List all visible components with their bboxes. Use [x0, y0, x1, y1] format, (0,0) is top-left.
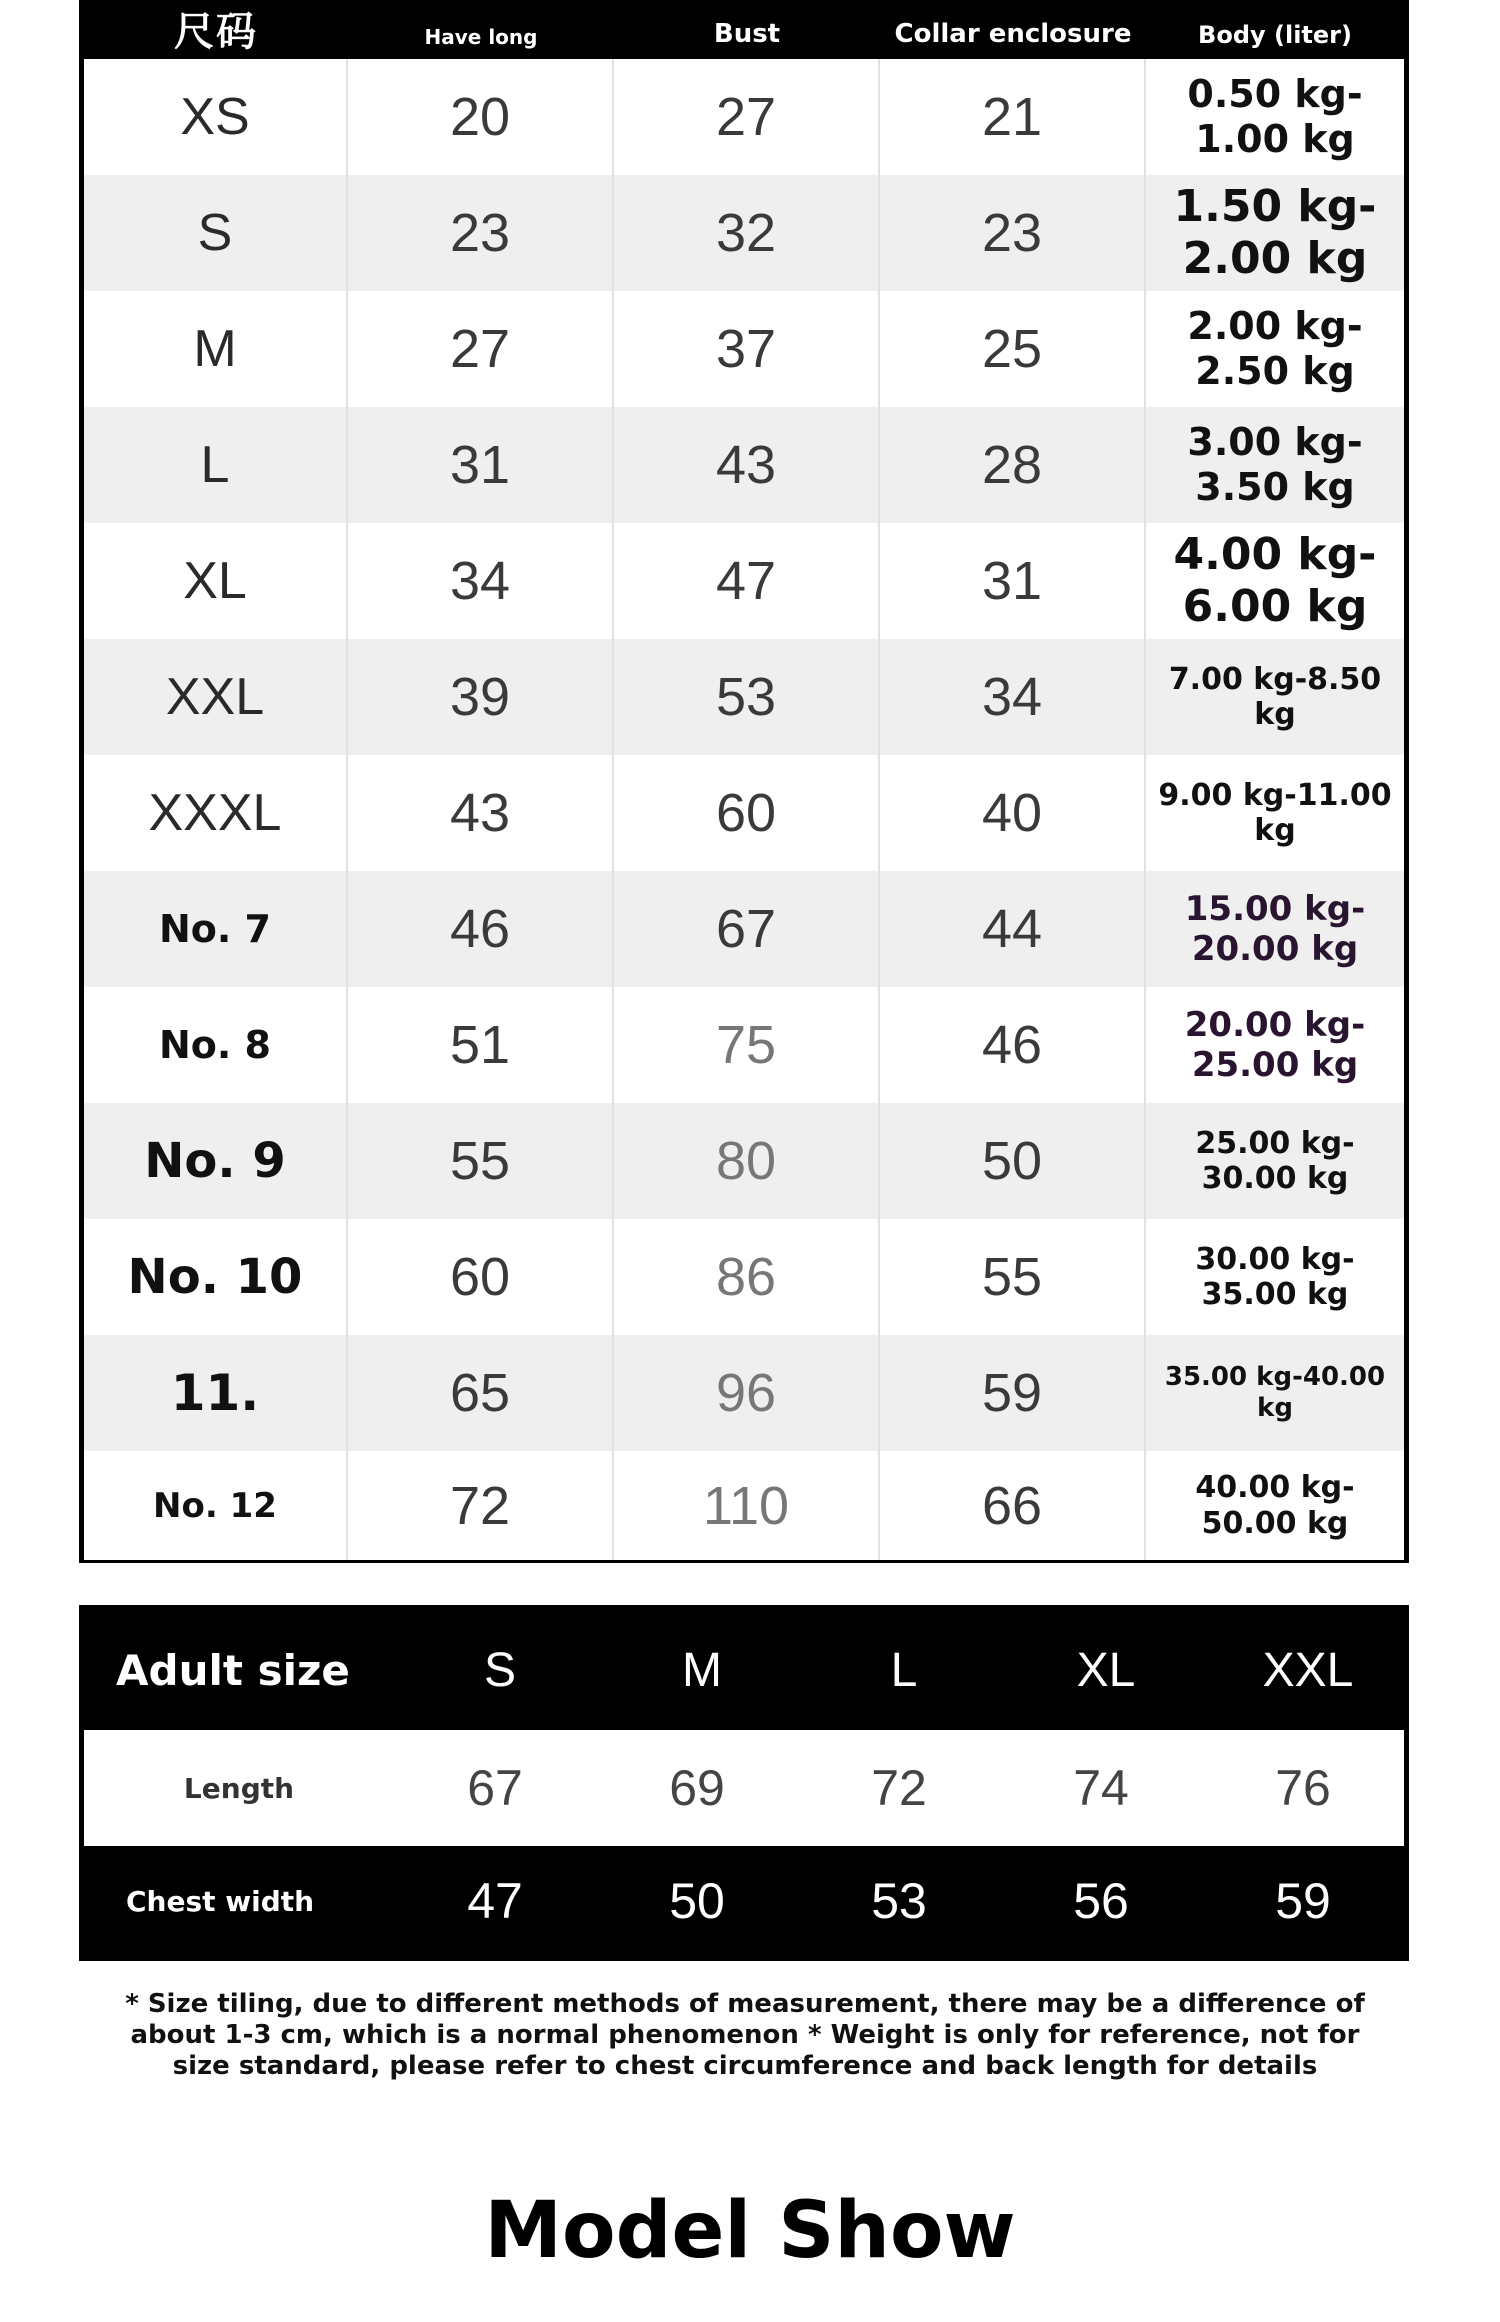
adult-chest-row — [84, 1846, 1404, 1956]
size-cell: No. 8 — [84, 987, 348, 1103]
collar-cell: 21 — [880, 59, 1146, 175]
weight-cell: 2.00 kg-2.50 kg — [1187, 304, 1363, 393]
length-value: 67 — [467, 1760, 523, 1816]
bust-cell: 43 — [614, 407, 880, 523]
table-row — [84, 291, 1404, 407]
measurement-note: * Size tiling, due to different methods of measurement, there may be a difference of about 1-3 cm, which is a normal phenomenon * Weight is only for reference, not for size standard, please refer to chest circumference and back length for details — [125, 1989, 1365, 2081]
table-row — [84, 987, 1404, 1103]
collar-cell: 66 — [880, 1451, 1146, 1560]
table-row — [84, 407, 1404, 523]
adult-length-row — [84, 1730, 1404, 1846]
weight-cell: 4.00 kg-6.00 kg — [1173, 529, 1377, 632]
table-row — [84, 1451, 1404, 1560]
weight-cell: 30.00 kg-35.00 kg — [1195, 1241, 1355, 1312]
size-cell: No. 7 — [84, 871, 348, 987]
length-cell: 20 — [348, 59, 614, 175]
bust-cell: 110 — [614, 1451, 880, 1560]
bust-cell: 47 — [614, 523, 880, 639]
collar-cell: 55 — [880, 1219, 1146, 1335]
length-cell: 55 — [348, 1103, 614, 1219]
header-length: Have long — [424, 25, 538, 49]
bust-cell: 75 — [614, 987, 880, 1103]
length-cell: 43 — [348, 755, 614, 871]
table-row — [84, 639, 1404, 755]
chest-label: Chest width — [126, 1884, 315, 1918]
weight-cell: 20.00 kg-25.00 kg — [1184, 1004, 1366, 1085]
table-row — [84, 755, 1404, 871]
size-cell: M — [84, 291, 348, 407]
bust-cell: 53 — [614, 639, 880, 755]
length-cell: 60 — [348, 1219, 614, 1335]
collar-cell: 28 — [880, 407, 1146, 523]
collar-cell: 25 — [880, 291, 1146, 407]
length-cell: 65 — [348, 1335, 614, 1451]
size-cell: L — [84, 407, 348, 523]
length-cell: 46 — [348, 871, 614, 987]
size-cell: No. 9 — [84, 1103, 348, 1219]
length-cell: 23 — [348, 175, 614, 291]
adult-size-title: Adult size — [116, 1645, 350, 1695]
size-cell: No. 10 — [84, 1219, 348, 1335]
adult-size-col: L — [890, 1643, 918, 1697]
size-cell: XS — [84, 59, 348, 175]
bust-cell: 96 — [614, 1335, 880, 1451]
bust-cell: 86 — [614, 1219, 880, 1335]
table-row — [84, 1219, 1404, 1335]
table-row — [84, 175, 1404, 291]
adult-size-table — [79, 1605, 1409, 1961]
weight-cell: 1.50 kg-2.00 kg — [1173, 181, 1377, 284]
length-cell: 31 — [348, 407, 614, 523]
collar-cell: 59 — [880, 1335, 1146, 1451]
pet-size-table — [79, 0, 1409, 1563]
adult-table-header — [84, 1610, 1404, 1730]
adult-size-col: XL — [1076, 1643, 1136, 1697]
bust-cell: 80 — [614, 1103, 880, 1219]
length-cell: 39 — [348, 639, 614, 755]
collar-cell: 46 — [880, 987, 1146, 1103]
chest-value: 47 — [467, 1873, 523, 1929]
collar-cell: 31 — [880, 523, 1146, 639]
weight-cell: 40.00 kg-50.00 kg — [1195, 1470, 1355, 1541]
size-cell: No. 12 — [84, 1451, 348, 1560]
chest-value: 50 — [669, 1873, 725, 1929]
header-size: 尺码 — [174, 9, 258, 55]
bust-cell: 60 — [614, 755, 880, 871]
adult-size-col: XXL — [1262, 1643, 1354, 1697]
collar-cell: 44 — [880, 871, 1146, 987]
chest-value: 59 — [1275, 1873, 1331, 1929]
table-row — [84, 1335, 1404, 1451]
size-cell: 11. — [84, 1335, 348, 1451]
chest-value: 56 — [1073, 1873, 1129, 1929]
weight-cell: 15.00 kg-20.00 kg — [1184, 888, 1366, 969]
length-cell: 34 — [348, 523, 614, 639]
collar-cell: 34 — [880, 639, 1146, 755]
bust-cell: 37 — [614, 291, 880, 407]
length-cell: 27 — [348, 291, 614, 407]
weight-cell: 0.50 kg-1.00 kg — [1187, 72, 1363, 161]
weight-cell: 3.00 kg-3.50 kg — [1187, 420, 1363, 509]
length-label: Length — [183, 1771, 295, 1805]
chest-value: 53 — [871, 1873, 927, 1929]
size-cell: XXL — [84, 639, 348, 755]
pet-table-body — [84, 59, 1404, 1560]
length-value: 69 — [669, 1760, 725, 1816]
model-show-heading: Model Show — [484, 2186, 1016, 2276]
weight-cell: 35.00 kg-40.00 kg — [1164, 1362, 1386, 1423]
length-value: 74 — [1073, 1760, 1129, 1816]
collar-cell: 40 — [880, 755, 1146, 871]
table-row — [84, 59, 1404, 175]
adult-size-col: M — [682, 1643, 722, 1697]
bust-cell: 27 — [614, 59, 880, 175]
bust-cell: 67 — [614, 871, 880, 987]
weight-cell: 25.00 kg-30.00 kg — [1195, 1125, 1355, 1196]
size-cell: S — [84, 175, 348, 291]
weight-cell: 9.00 kg-11.00 kg — [1158, 777, 1392, 848]
size-cell: XL — [84, 523, 348, 639]
table-row — [84, 1103, 1404, 1219]
adult-size-col: S — [483, 1643, 516, 1697]
header-weight: Body (liter) — [1198, 21, 1352, 49]
table-row — [84, 523, 1404, 639]
table-row — [84, 871, 1404, 987]
header-collar: Collar enclosure — [894, 19, 1132, 49]
collar-cell: 23 — [880, 175, 1146, 291]
header-bust: Bust — [713, 19, 781, 49]
pet-table-header — [84, 0, 1404, 59]
length-value: 76 — [1275, 1760, 1331, 1816]
length-cell: 51 — [348, 987, 614, 1103]
collar-cell: 50 — [880, 1103, 1146, 1219]
weight-cell: 7.00 kg-8.50 kg — [1168, 661, 1382, 732]
bust-cell: 32 — [614, 175, 880, 291]
length-value: 72 — [871, 1760, 927, 1816]
length-cell: 72 — [348, 1451, 614, 1560]
size-cell: XXXL — [84, 755, 348, 871]
